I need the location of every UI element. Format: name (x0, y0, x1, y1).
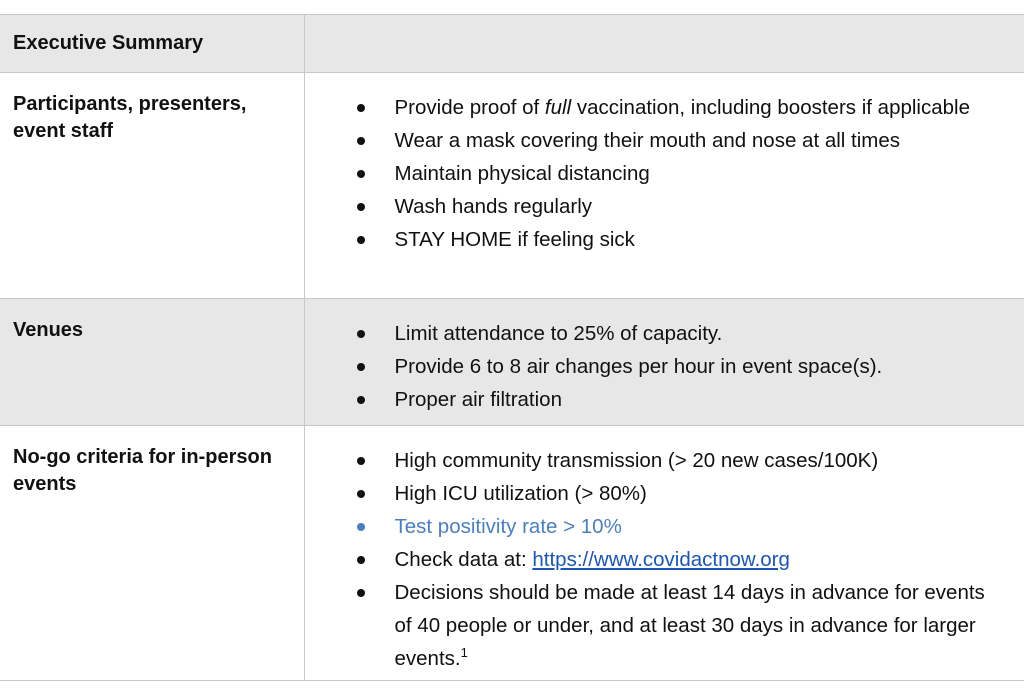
row-content-cell (304, 299, 1024, 426)
header-row (0, 15, 1024, 73)
list-item: Decisions should be made at least 14 days in advance for events of 40 people or under, and at least 30 days in advance for larger events.$^1$ (355, 576, 999, 675)
row-label: Participants, presenters, event staff (13, 93, 247, 142)
list-item: Wear a mask covering their mouth and nose at all times (355, 124, 999, 157)
row-label: No-go criteria for in-person events (13, 446, 272, 495)
list-item: High community transmission (> 20 new cases/100K) (355, 444, 999, 477)
list-item: Provide 6 to 8 air changes per hour in event space(s). (355, 350, 999, 383)
header-title-cell (0, 15, 304, 73)
bullet-list (305, 299, 1024, 416)
list-item: Wash hands regularly (355, 190, 999, 223)
row-content-cell (304, 73, 1024, 299)
list-item: High ICU utilization (> 80%) (355, 477, 999, 510)
list-item-highlighted: Test positivity rate > 10% (355, 510, 999, 543)
emphasis-text: full (544, 96, 572, 119)
executive-summary-table (0, 14, 1024, 681)
list-item: STAY HOME if feeling sick (355, 223, 999, 256)
table-row-participants (0, 73, 1024, 299)
list-item: Provide proof of full vaccination, including boosters if applicable (355, 91, 999, 124)
row-label-cell (0, 73, 304, 299)
bullet-list (305, 73, 1024, 256)
row-label-cell (0, 426, 304, 681)
row-content-cell (304, 426, 1024, 681)
list-item: Check data at: https://www.covidactnow.org (355, 543, 999, 576)
list-item: Maintain physical distancing (355, 157, 999, 190)
table-row-venues (0, 299, 1024, 426)
list-item: Limit attendance to 25% of capacity. (355, 317, 999, 350)
covidactnow-link[interactable]: https://www.covidactnow.org (532, 548, 790, 571)
row-label: Venues (13, 319, 84, 341)
bullet-list (305, 426, 1024, 675)
header-title: Executive Summary (13, 32, 204, 54)
header-empty-cell (304, 15, 1024, 73)
row-label-cell (0, 299, 304, 426)
footnote-marker[interactable]: 1 (460, 645, 468, 661)
list-item: Proper air filtration (355, 383, 999, 416)
table-row-no-go-criteria (0, 426, 1024, 681)
